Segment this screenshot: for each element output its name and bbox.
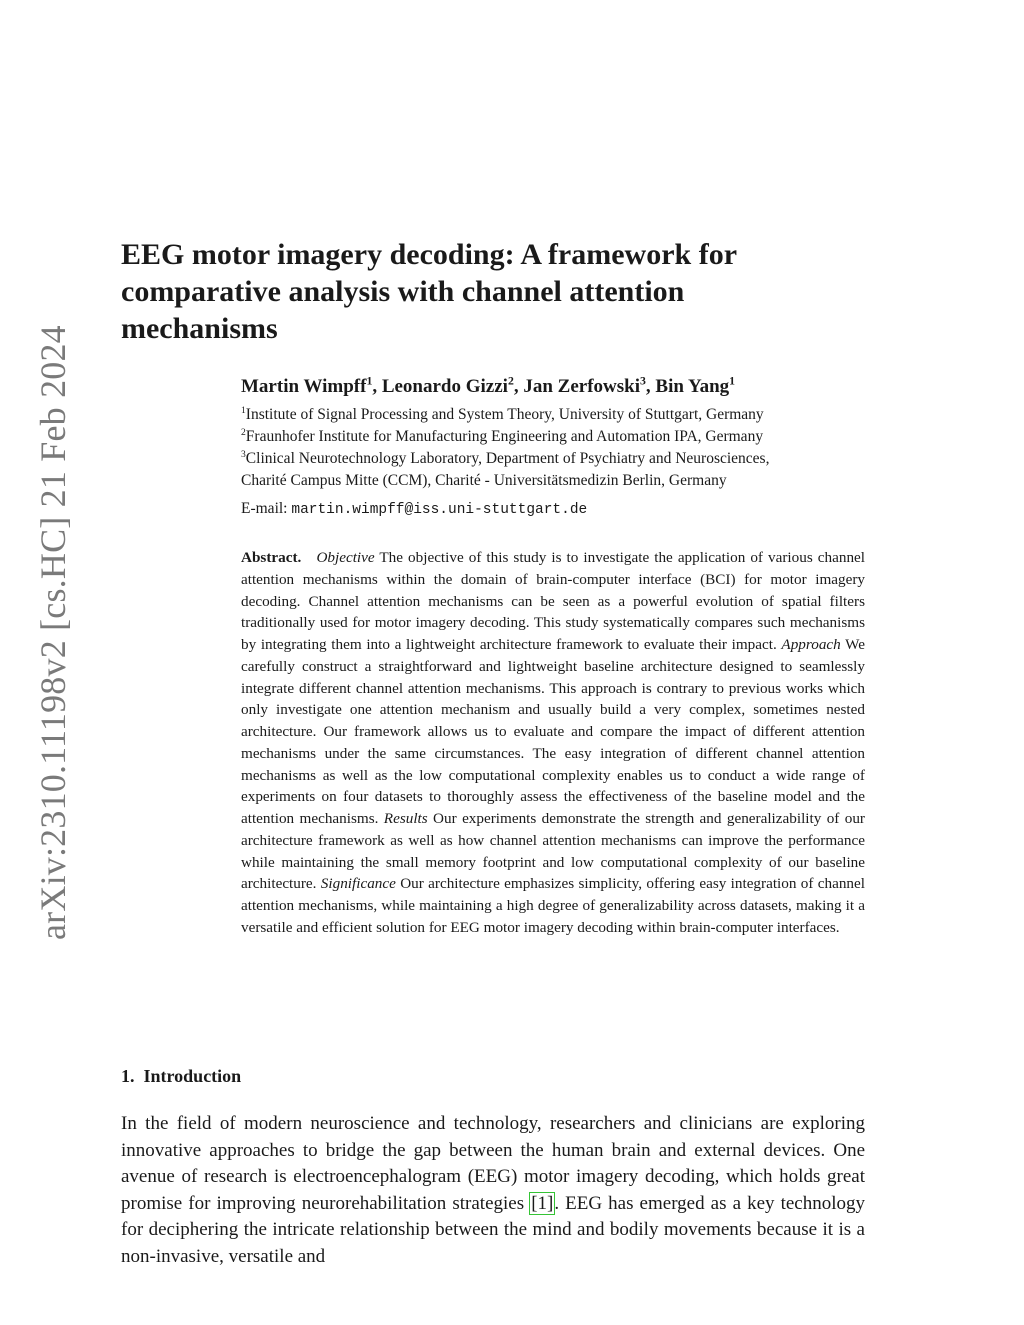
title-line: comparative analysis with channel attention xyxy=(121,275,685,308)
title-line: mechanisms xyxy=(121,312,278,345)
affiliations xyxy=(241,404,881,492)
author-affiliation-mark: 3 xyxy=(640,374,646,388)
author-name: Leonardo Gizzi xyxy=(381,376,508,397)
introduction-paragraph xyxy=(121,1111,865,1271)
citation-link[interactable]: [1] xyxy=(531,1192,554,1214)
section-title: Introduction xyxy=(143,1066,242,1086)
author-separator: , xyxy=(372,376,382,397)
title-line: EEG motor imagery decoding: A framework for xyxy=(121,238,738,271)
abstract xyxy=(241,547,865,939)
author-separator: , xyxy=(645,376,656,397)
author-name: Martin Wimpff xyxy=(241,376,367,397)
affiliation-text: Fraunhofer Institute for Manufacturing Engineering and Automation IPA, Germany xyxy=(245,428,764,445)
affiliation-line xyxy=(241,448,881,470)
affiliation-number: 1 xyxy=(241,404,246,416)
affiliation-line xyxy=(241,426,881,448)
intro-text-continued: . EEG has emerged as a key technology for deciphering the intricate relationship between the mind and bodily movements because it is a non-invasive, versatile and xyxy=(121,1192,865,1267)
abstract-approach-label: Approach xyxy=(781,636,841,653)
affiliation-text: Institute of Signal Processing and System Theory, University of Stuttgart, Germany xyxy=(245,406,764,423)
abstract-results-label: Results xyxy=(383,810,428,827)
author-name: Jan Zerfowski xyxy=(523,376,641,397)
author-affiliation-mark: 1 xyxy=(366,374,373,388)
arxiv-identifier-stamp: arXiv:2310.11198v2 [cs.HC] 21 Feb 2024 xyxy=(33,325,73,940)
section-heading-introduction xyxy=(121,1066,241,1087)
section-number: 1. xyxy=(121,1066,135,1086)
intro-text: In the field of modern neuroscience and technology, researchers and clinicians are exploring innovative approaches to bridge the gap between the human brain and external devices. One avenue of research is electroencephalogram (EEG) motor imagery decoding, which holds great promise for improving neurorehabilitation strategies xyxy=(121,1113,865,1214)
author-affiliation-mark: 1 xyxy=(729,374,736,388)
contact-email xyxy=(241,500,587,518)
affiliation-text: Clinical Neurotechnology Laboratory, Department of Psychiatry and Neurosciences, xyxy=(245,450,770,467)
author-affiliation-mark: 2 xyxy=(507,374,514,388)
abstract-approach-text: We carefully construct a straightforward and lightweight baseline architecture designed to seamlessly integrate different channel attention mechanisms. This approach is contrary to previous works which only investigate one attention mechanism and usually build a very complex, sometimes nested architecture. Our framework allows us to evaluate and compare the impact of different attention mechanisms under the same circumstances. The easy integration of different channel attention mechanisms as well as the low computational complexity enables us to conduct a wide range of experiments on four datasets to thoroughly assess the effectiveness of the baseline model and the attention mechanisms. xyxy=(241,636,866,827)
abstract-significance-label: Significance xyxy=(320,875,396,893)
author-separator: , xyxy=(513,376,524,397)
affiliation-line xyxy=(241,404,881,426)
author-list xyxy=(241,376,735,398)
abstract-objective-label: Objective xyxy=(316,549,375,566)
abstract-results-text: Our experiments demonstrate the strength and generalizability of our architecture framework as well as how channel attention mechanisms can improve the performance while maintaining the small memory footprint and low computational complexity of our baseline architecture. xyxy=(241,810,865,893)
affiliation-line xyxy=(241,470,881,492)
abstract-objective-text: The objective of this study is to investigate the application of various channel attention mechanisms within the domain of brain-computer interface (BCI) for motor imagery decoding. Channel attention mechanisms can be seen as a powerful evolution of spatial filters traditionally used for motor imagery decoding. This study systematically compares such mechanisms by integrating them into a lightweight architecture framework to evaluate their impact. xyxy=(241,549,866,653)
abstract-heading: Abstract. xyxy=(241,549,302,566)
affiliation-number: 3 xyxy=(241,448,246,460)
affiliation-text: Charité Campus Mitte (CCM), Charité - Universitätsmedizin Berlin, Germany xyxy=(241,472,727,489)
abstract-significance-text: Our architecture emphasizes simplicity, offering easy integration of channel attention mechanisms, while maintaining a high degree of generalizability across datasets, making it a versatile and efficient solution for EEG motor imagery decoding within brain-computer interfaces. xyxy=(241,875,865,936)
email-label: E-mail: xyxy=(241,500,292,517)
affiliation-number: 2 xyxy=(241,426,246,438)
paper-title xyxy=(121,236,881,347)
email-address[interactable]: martin.wimpff@iss.uni-stuttgart.de xyxy=(291,502,588,518)
author-name: Bin Yang xyxy=(655,376,730,397)
